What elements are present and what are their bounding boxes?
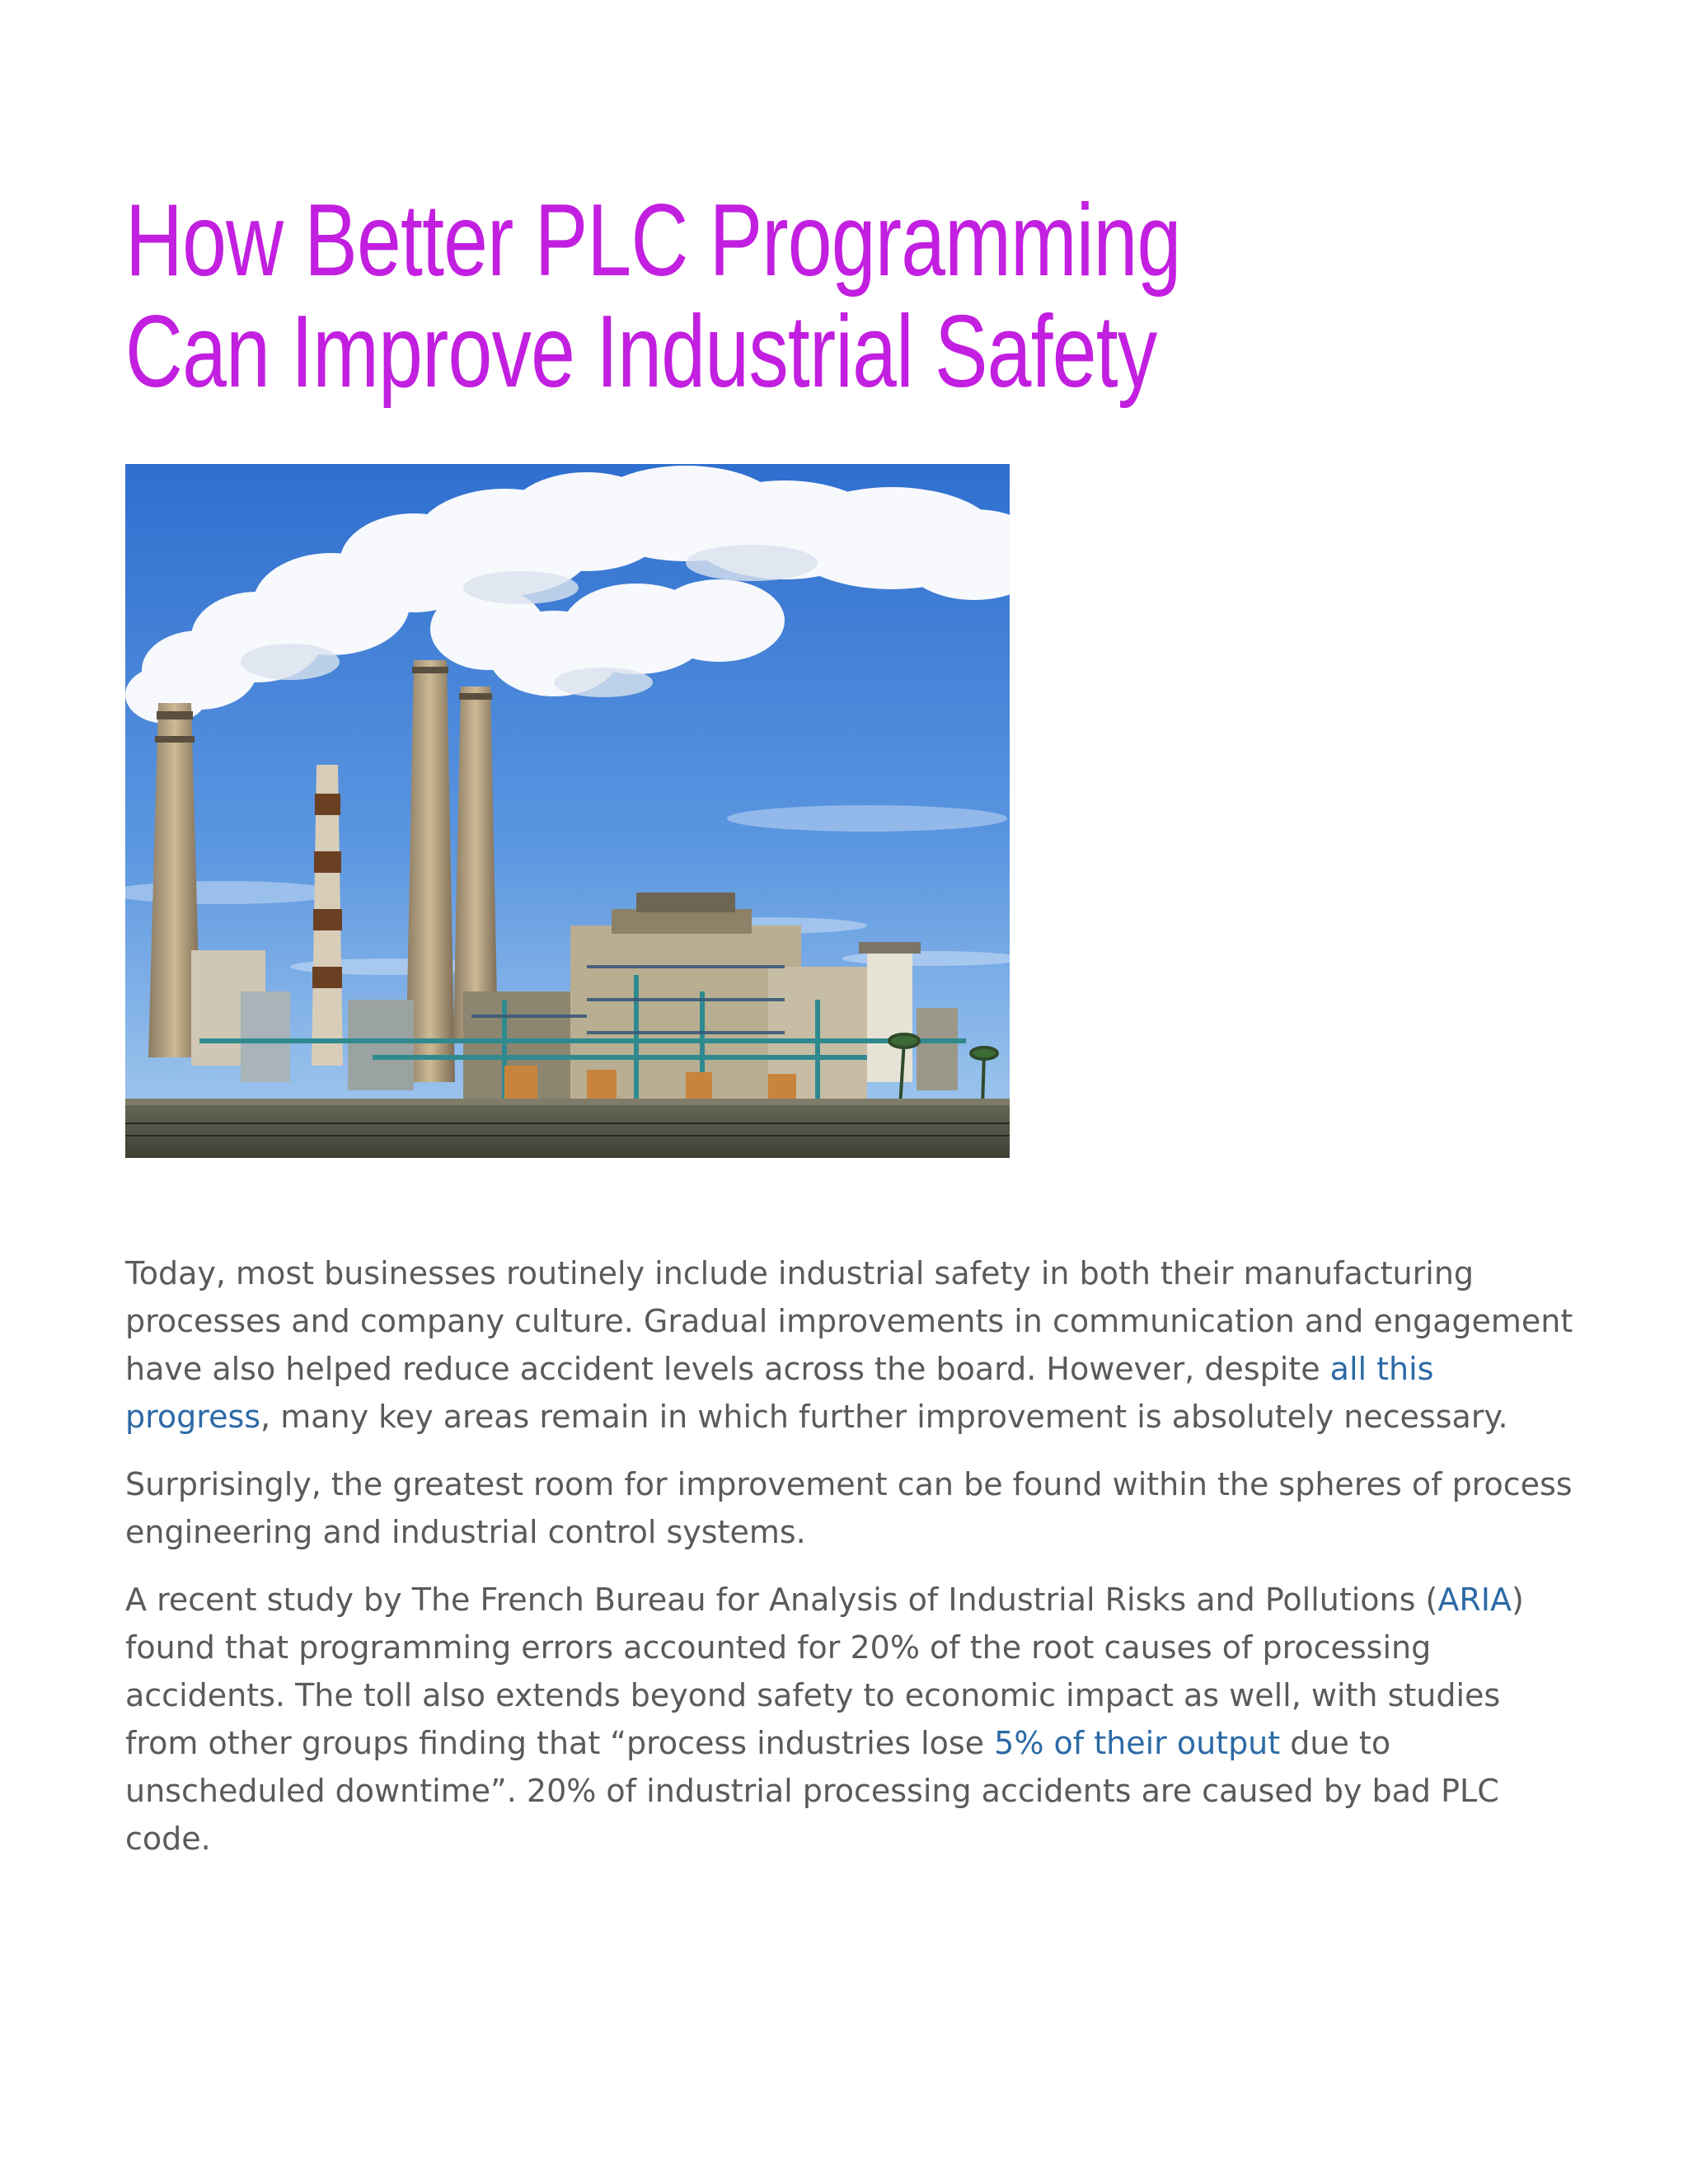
link-all-this-progress[interactable]: all this progress: [125, 1351, 1434, 1435]
article-body: [125, 1249, 1576, 1882]
link-aria[interactable]: ARIA: [1437, 1582, 1512, 1618]
article-title-line-1: How Better PLC Programming: [125, 184, 1181, 298]
paragraph-study-text-3: due to unscheduled downtime”. 20% of industrial processing accidents are caused by bad PLC code.: [125, 1725, 1499, 1857]
paragraph-study-text-1: A recent study by The French Bureau for Analysis of Industrial Risks and Pollutions (: [125, 1582, 1438, 1618]
article-title: [125, 184, 1181, 409]
hero-image: [125, 464, 1010, 1158]
paragraph-improvement: Surprisingly, the greatest room for improvement can be found within the spheres of process engineering and industrial control systems.: [125, 1466, 1573, 1550]
article-title-line-2: Can Improve Industrial Safety: [125, 295, 1157, 409]
paragraph-intro-text-1: Today, most businesses routinely include industrial safety in both their manufacturing processes and company culture. Gradual improvements in communication and engagement have also helped reduce accident levels across the board. However, despite: [125, 1255, 1573, 1387]
paragraph-study-text-2: ) found that programming errors accounted for 20% of the root causes of processing accidents. The toll also extends beyond safety to economic impact as well, with studies from other groups finding that “process industries lose: [125, 1582, 1524, 1761]
paragraph-study: [125, 1576, 1576, 1863]
link-output-loss[interactable]: 5% of their output: [994, 1725, 1281, 1761]
paragraph-intro: [125, 1249, 1576, 1441]
paragraph-intro-text-2: , many key areas remain in which further improvement is absolutely necessary.: [260, 1399, 1508, 1435]
industrial-plant-photo-icon: [125, 464, 1010, 1158]
